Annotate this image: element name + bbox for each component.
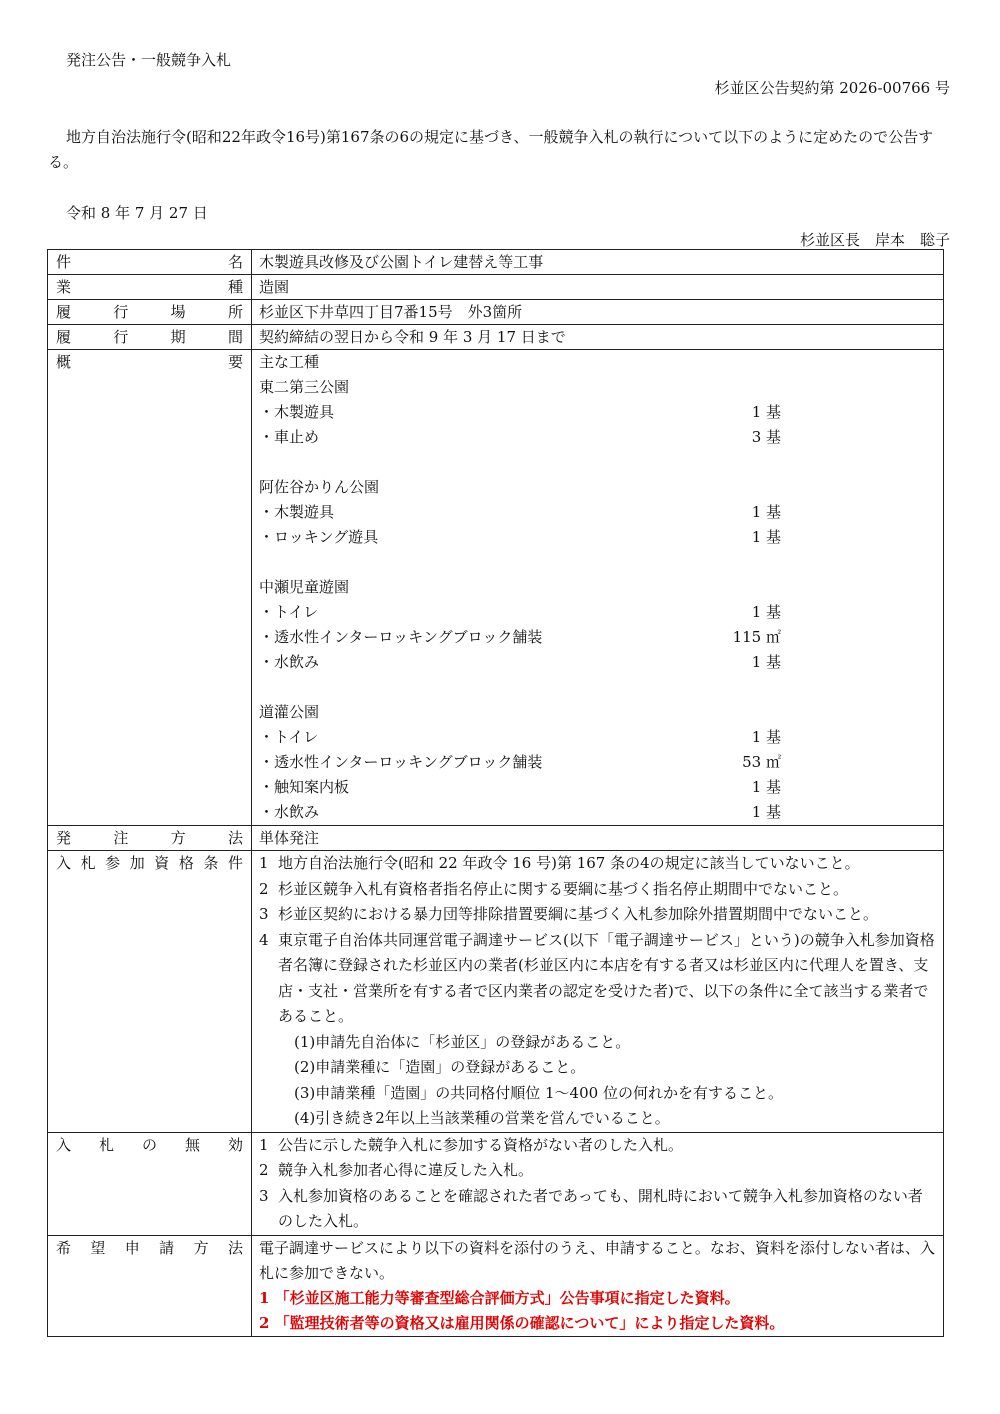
work-item-name: ・触知案内板 <box>259 778 350 796</box>
qualification-sub-item: (2)申請業種に「造園」の登録があること。 <box>294 1058 586 1076</box>
label-text <box>56 325 243 349</box>
preamble-text: 地方自治法施行令(昭和22年政令16号)第167条の6の規定に基づき、一般競争入札の執行について以下のように定めたので公告する。 <box>48 128 934 171</box>
value-overview <box>252 350 944 826</box>
spacer <box>259 450 937 475</box>
label-text <box>56 250 243 274</box>
work-item <box>259 600 937 625</box>
qualification-item <box>259 902 937 928</box>
label-location <box>48 300 252 325</box>
invalid-item <box>259 1184 937 1235</box>
application-required-document: 2 「監理技術者等の資格又は雇用関係の確認について」により指定した資料。 <box>259 1313 785 1332</box>
label-char: 期 <box>170 328 186 346</box>
invalid-item <box>259 1133 937 1159</box>
label-char: 請 <box>159 1238 175 1257</box>
row-project <box>48 250 944 275</box>
label-overview <box>48 350 252 826</box>
invalid-list <box>259 1133 937 1235</box>
work-item <box>259 400 937 425</box>
work-item-quantity: 1 基 <box>751 403 781 421</box>
value-period: 契約締結の翌日から令和 9 年 3 月 17 日まで <box>252 325 944 350</box>
label-application <box>48 1235 252 1336</box>
work-item <box>259 725 937 750</box>
notice-table <box>47 249 944 1337</box>
label-char: 効 <box>227 1135 243 1154</box>
qualification-sub-item: (1)申請先自治体に「杉並区」の登録があること。 <box>294 1032 631 1051</box>
work-item <box>259 775 937 800</box>
work-item-name: ・トイレ <box>259 603 319 621</box>
label-char: 入 <box>56 854 72 872</box>
park-name: 東二第三公園 <box>259 378 350 396</box>
value-industry: 造園 <box>252 275 944 300</box>
label-text <box>56 1133 243 1157</box>
issuer-name: 杉並区長 岸本 聡子 <box>799 231 950 249</box>
park-name: 道灌公園 <box>259 703 320 721</box>
row-industry <box>48 275 944 300</box>
qualification-item <box>259 877 937 903</box>
work-item-quantity: 1 基 <box>751 528 781 546</box>
label-char: 加 <box>129 854 145 872</box>
work-item-quantity: 115 ㎡ <box>732 628 781 646</box>
work-item-name: ・水飲み <box>259 803 320 821</box>
label-text <box>56 1236 243 1260</box>
label-char: 件 <box>227 854 243 872</box>
work-item-name: ・透水性インターロッキングブロック舗装 <box>259 753 543 771</box>
notice-date: 令和 8 年 7 月 27 日 <box>66 204 208 222</box>
row-period <box>48 325 944 350</box>
invalid-number: 2 <box>259 1161 269 1179</box>
label-char: 方 <box>193 1238 209 1257</box>
work-item-quantity: 3 基 <box>751 428 781 446</box>
park-name: 中瀬児童遊園 <box>259 578 350 596</box>
qualification-sub-item: (4)引き続き2年以上当該業種の営業を営んでいること。 <box>294 1109 670 1127</box>
work-item-quantity: 1 基 <box>751 653 781 671</box>
label-char: 件 <box>56 253 72 271</box>
label-period <box>48 325 252 350</box>
qualification-number: 3 <box>259 905 269 923</box>
qualification-sub-item: (3)申請業種「造園」の共同格付順位 1～400 位の何れかを有すること。 <box>294 1083 783 1102</box>
work-item <box>259 425 937 450</box>
work-item-name: ・木製遊具 <box>259 503 335 521</box>
work-item-quantity: 1 基 <box>751 503 781 521</box>
label-char: 行 <box>113 303 129 321</box>
row-location <box>48 300 944 325</box>
qualification-text: 地方自治法施行令(昭和 22 年政令 16 号)第 167 条の4の規定に該当していないこと。 <box>278 854 860 872</box>
work-item-name: ・ロッキング遊具 <box>259 528 379 546</box>
application-intro: 電子調達サービスにより以下の資料を添付のうえ、申請すること。なお、資料を添付しない者は、入札に参加できない。 <box>259 1238 935 1282</box>
label-char: 種 <box>227 278 243 296</box>
qualification-number: 4 <box>259 930 269 949</box>
qualification-list <box>259 851 937 1030</box>
row-application <box>48 1235 944 1336</box>
row-invalid <box>48 1132 944 1235</box>
label-project <box>48 250 252 275</box>
work-item-quantity: 53 ㎡ <box>742 753 781 771</box>
label-char: 法 <box>227 829 243 847</box>
label-char: 履 <box>56 303 72 321</box>
work-item-name: ・透水性インターロッキングブロック舗装 <box>259 628 543 646</box>
work-item <box>259 650 937 675</box>
label-char: 履 <box>56 328 72 346</box>
label-char: 札 <box>80 854 96 872</box>
row-overview <box>48 350 944 826</box>
qualification-item <box>259 928 937 1030</box>
label-char: 希 <box>56 1238 72 1257</box>
application-list <box>259 1286 937 1336</box>
label-char: 発 <box>56 829 72 847</box>
value-method: 単体発注 <box>252 826 944 851</box>
label-char: 望 <box>90 1238 106 1257</box>
qualification-sub-list <box>259 1030 937 1132</box>
label-char: 場 <box>170 303 186 321</box>
label-industry <box>48 275 252 300</box>
invalid-text: 入札参加資格のあることを確認された者であっても、開札時において競争入札参加資格のない者のした入札。 <box>278 1186 923 1230</box>
work-item <box>259 750 937 775</box>
label-char: 所 <box>227 303 243 321</box>
label-char: 間 <box>227 328 243 346</box>
work-item-name: ・木製遊具 <box>259 403 335 421</box>
invalid-text: 公告に示した競争入札に参加する資格がない者のした入札。 <box>278 1135 684 1154</box>
label-char: 参 <box>105 854 121 872</box>
label-char: 無 <box>184 1135 200 1154</box>
work-item-name: ・車止め <box>259 428 320 446</box>
label-qualification <box>48 851 252 1133</box>
invalid-text: 競争入札参加者心得に違反した入札。 <box>278 1161 534 1179</box>
work-item-name: ・水飲み <box>259 653 320 671</box>
label-text <box>56 851 243 875</box>
work-item <box>259 500 937 525</box>
qualification-item <box>259 851 937 877</box>
label-char: 資 <box>154 854 170 872</box>
label-char: 名 <box>227 253 243 271</box>
invalid-number: 3 <box>259 1186 269 1205</box>
document-type: 発注公告・一般競争入札 <box>66 51 232 69</box>
qualification-text: 杉並区競争入札有資格者指名停止に関する要綱に基づく指名停止期間中でないこと。 <box>278 879 849 898</box>
notice-number: 杉並区公告契約第 2026-00766 号 <box>714 79 950 97</box>
label-text <box>56 275 243 299</box>
park-list <box>259 375 937 825</box>
label-char: 注 <box>113 829 129 847</box>
label-char: 法 <box>227 1238 243 1257</box>
row-qualification <box>48 851 944 1133</box>
label-method <box>48 826 252 851</box>
label-char: 業 <box>56 278 72 296</box>
label-text <box>56 826 243 850</box>
work-item-quantity: 1 基 <box>751 778 781 796</box>
label-char: 方 <box>170 829 186 847</box>
label-char: 格 <box>178 854 194 872</box>
work-item <box>259 625 937 650</box>
value-project: 木製遊具改修及び公園トイレ建替え等工事 <box>252 250 944 275</box>
spacer <box>259 550 937 575</box>
invalid-number: 1 <box>259 1135 269 1154</box>
work-item-quantity: 1 基 <box>751 728 781 746</box>
work-item-quantity: 1 基 <box>751 603 781 621</box>
preamble-paragraph <box>48 125 954 175</box>
label-char: 札 <box>98 1135 114 1154</box>
label-invalid <box>48 1132 252 1235</box>
value-location: 杉並区下井草四丁目7番15号 外3箇所 <box>252 300 944 325</box>
park-name: 阿佐谷かりん公園 <box>259 478 380 496</box>
label-char: 条 <box>203 854 219 872</box>
label-char: 入 <box>56 1135 72 1154</box>
work-item-name: ・トイレ <box>259 728 319 746</box>
label-text <box>56 300 243 324</box>
spacer <box>259 675 937 700</box>
label-char: 行 <box>113 328 129 346</box>
label-text <box>56 350 243 374</box>
qualification-number: 2 <box>259 879 269 898</box>
work-item-quantity: 1 基 <box>751 803 781 821</box>
qualification-text: 東京電子自治体共同運営電子調達サービス(以下「電子調達サービス」という)の競争入札参加資格者名簿に登録された杉並区内の業者(杉並区内に本店を有する者又は杉並区内に代理人を置き、支店・支社・営業所を有する者で区内業者の認定を受けた者)で、以下の条件に全て該当する業者であること。 <box>278 930 935 1025</box>
value-application <box>252 1235 944 1336</box>
invalid-item <box>259 1158 937 1184</box>
value-invalid <box>252 1132 944 1235</box>
work-item <box>259 800 937 825</box>
label-char: 要 <box>227 353 243 371</box>
value-qualification <box>252 851 944 1133</box>
qualification-text: 杉並区契約における暴力団等排除措置要綱に基づく入札参加除外措置期間中でないこと。 <box>278 905 879 923</box>
row-method <box>48 826 944 851</box>
work-item <box>259 525 937 550</box>
qualification-number: 1 <box>259 854 269 872</box>
overview-heading: 主な工種 <box>259 353 320 371</box>
label-char: 申 <box>124 1238 140 1257</box>
label-char: 概 <box>56 353 72 371</box>
label-char: の <box>141 1135 157 1154</box>
application-required-document: 1 「杉並区施工能力等審査型総合評価方式」公告事項に指定した資料。 <box>259 1288 740 1307</box>
